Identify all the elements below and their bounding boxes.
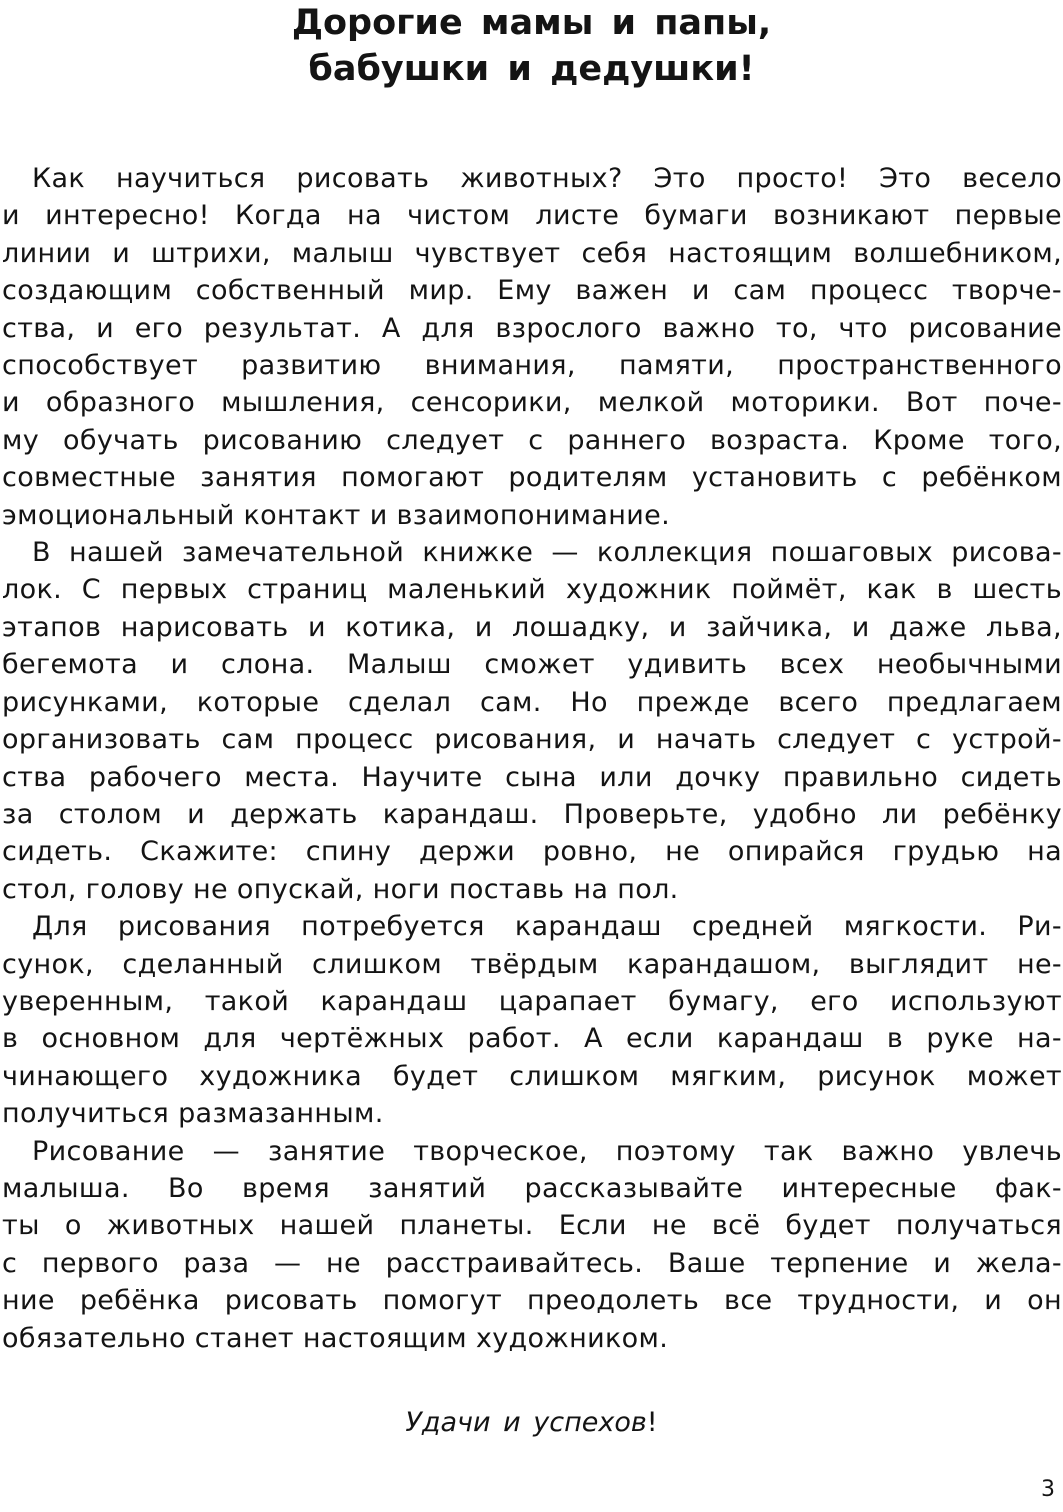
text-line: ства рабочего места. Научите сына или дочку правильно сидеть [2, 761, 1062, 793]
text-line: сидеть. Скажите: спину держи ровно, не опирайся грудью на [2, 836, 1062, 868]
text-line: получиться размазанным. [2, 1098, 384, 1130]
text-line: и интересно! Когда на чистом листе бумаги возникают первые [2, 200, 1062, 232]
body-text [2, 160, 1062, 1357]
title-line-1: Дорогие мамы и папы, [291, 3, 772, 43]
text-line: чинающего художника будет слишком мягким, рисунок может [2, 1060, 1062, 1092]
title-line-2: бабушки и дедушки! [308, 49, 755, 89]
paragraph-2 [2, 534, 1062, 908]
text-line: и образного мышления, сенсорики, мелкой моторики. Вот поче- [2, 387, 1062, 419]
page-number: 3 [1041, 1477, 1055, 1502]
closing-punctuation: ! [646, 1407, 658, 1438]
text-line: с первого раза — не расстраивайтесь. Ваше терпение и жела- [2, 1247, 1062, 1279]
text-line: лок. С первых страниц маленький художник поймёт, как в шесть [2, 574, 1062, 606]
text-line: бегемота и слона. Малыш сможет удивить всех необычными [2, 649, 1062, 681]
closing-text: Удачи и успехов [405, 1407, 647, 1438]
text-line: совместные занятия помогают родителям установить с ребёнком [2, 462, 1062, 494]
text-line: уверенным, такой карандаш царапает бумагу, его используют [2, 985, 1062, 1017]
text-line: организовать сам процесс рисования, и начать следует с устрой- [2, 724, 1062, 756]
text-line: ства, и его результат. А для взрослого важно то, что рисование [2, 312, 1062, 344]
text-line: Для рисования потребуется карандаш средней мягкости. Ри- [32, 911, 1062, 943]
text-line: способствует развитию внимания, памяти, пространственного [2, 350, 1062, 382]
text-line: в основном для чертёжных работ. А если карандаш в руке на- [2, 1023, 1062, 1055]
paragraph-1 [2, 160, 1062, 534]
text-line: му обучать рисованию следует с раннего возраста. Кроме того, [2, 424, 1062, 456]
text-line: рисунками, которые сделал сам. Но прежде всего предлагаем [2, 686, 1062, 718]
text-line: создающим собственный мир. Ему важен и сам процесс творче- [2, 275, 1062, 307]
text-line: этапов нарисовать и котика, и лошадку, и зайчика, и даже льва, [2, 611, 1062, 643]
text-line: малыша. Во время занятий рассказывайте интересные фак- [2, 1172, 1062, 1204]
paragraph-4 [2, 1133, 1062, 1357]
text-line: стол, голову не опускай, ноги поставь на пол. [2, 873, 679, 905]
text-line: линии и штрихи, малыш чувствует себя настоящим волшебником, [2, 237, 1062, 269]
text-line: за столом и держать карандаш. Проверьте, удобно ли ребёнку [2, 798, 1062, 830]
paragraph-3 [2, 908, 1062, 1132]
text-line: ты о животных нашей планеты. Если не всё будет получаться [2, 1210, 1062, 1242]
text-line: сунок, сделанный слишком твёрдым карандашом, выглядит не- [2, 948, 1062, 980]
text-line: Как научиться рисовать животных? Это просто! Это весело [32, 163, 1062, 194]
text-line: В нашей замечательной книжке — коллекция пошаговых рисова- [32, 537, 1062, 569]
text-line: эмоциональный контакт и взаимопонимание. [2, 499, 671, 531]
text-line: ние ребёнка рисовать помогут преодолеть все трудности, и он [2, 1285, 1062, 1317]
text-line: обязательно станет настоящим художником. [2, 1322, 669, 1354]
closing-wish [0, 1404, 1063, 1441]
page-title [0, 0, 1063, 92]
text-line: Рисование — занятие творческое, поэтому так важно увлечь [32, 1135, 1062, 1167]
